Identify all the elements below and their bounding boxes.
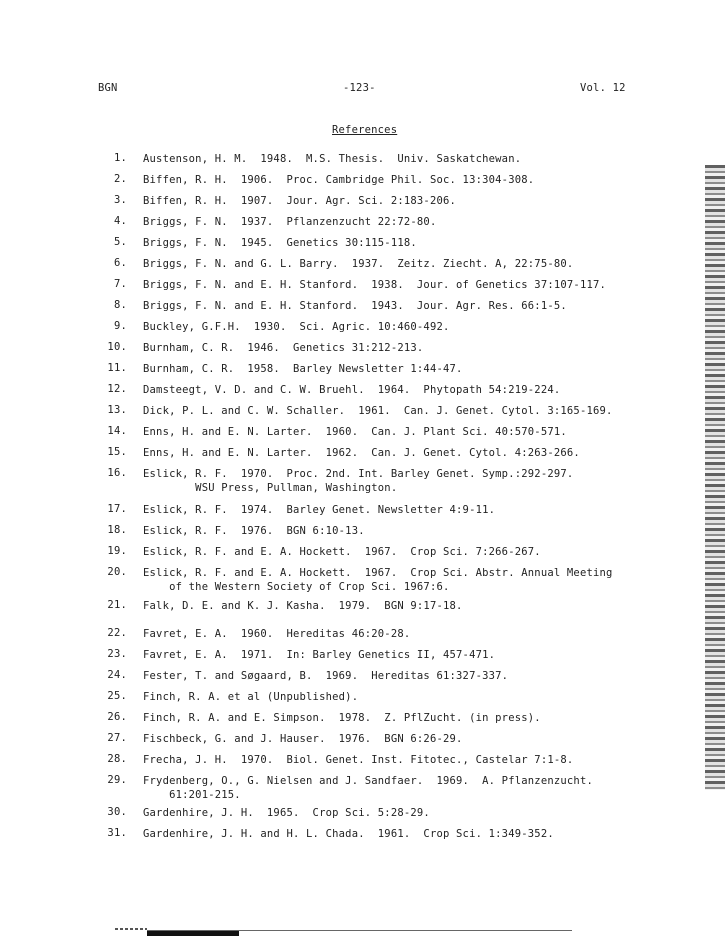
reference-number: 26. [107,711,127,723]
reference-number: 15. [107,446,127,458]
reference-text: Falk, D. E. and K. J. Kasha. 1979. BGN 9:17-18. [143,600,463,612]
reference-text: Eslick, R. F. 1974. Barley Genet. Newsletter 4:9-11. [143,504,496,516]
reference-text: Eslick, R. F. 1970. Proc. 2nd. Int. Barley Genet. Symp.:292-297. WSU Press, Pullman, Washington. [143,468,574,494]
reference-text: Gardenhire, J. H. and H. L. Chada. 1961. Crop Sci. 1:349-352. [143,828,554,840]
reference-number: 21. [107,599,127,611]
reference-text: Enns, H. and E. N. Larter. 1962. Can. J. Genet. Cytol. 4:263-266. [143,447,580,459]
reference-text: Finch, R. A. et al (Unpublished). [143,691,359,703]
reference-text: Dick, P. L. and C. W. Schaller. 1961. Can. J. Genet. Cytol. 3:165-169. [143,405,613,417]
reference-number: 27. [107,732,127,744]
reference-number: 24. [107,669,127,681]
reference-text: Fester, T. and Søgaard, B. 1969. Hereditas 61:327-337. [143,670,509,682]
reference-number: 1. [113,152,127,164]
reference-number: 11. [107,362,127,374]
reference-number: 18. [107,524,127,536]
scan-bottom-block [147,931,239,936]
reference-number: 5. [113,236,127,248]
reference-text: Briggs, F. N. and G. L. Barry. 1937. Zeitz. Ziecht. A, 22:75-80. [143,258,574,270]
reference-number: 3. [113,194,127,206]
references-heading: References [332,124,398,136]
reference-text: Austenson, H. M. 1948. M.S. Thesis. Univ. Saskatchewan. [143,153,522,165]
reference-text: Gardenhire, J. H. 1965. Crop Sci. 5:28-29. [143,807,430,819]
reference-number: 4. [113,215,127,227]
reference-number: 30. [107,806,127,818]
reference-number: 8. [113,299,127,311]
reference-number: 19. [107,545,127,557]
reference-number: 20. [107,566,127,578]
reference-number: 22. [107,627,127,639]
reference-text: Burnham, C. R. 1946. Genetics 31:212-213. [143,342,424,354]
reference-number: 16. [107,467,127,479]
reference-number: 28. [107,753,127,765]
reference-text: Eslick, R. F. and E. A. Hockett. 1967. Crop Sci. Abstr. Annual Meeting of the Western Society of Crop Sci. 1967:6. [143,567,613,593]
reference-number: 17. [107,503,127,515]
reference-text: Eslick, R. F. and E. A. Hockett. 1967. Crop Sci. 7:266-267. [143,546,541,558]
reference-number: 12. [107,383,127,395]
reference-text: Biffen, R. H. 1907. Jour. Agr. Sci. 2:183-206. [143,195,457,207]
reference-text: Enns, H. and E. N. Larter. 1960. Can. J. Plant Sci. 40:570-571. [143,426,567,438]
header-volume: Vol. 12 [580,82,626,94]
reference-text: Frydenberg, O., G. Nielsen and J. Sandfaer. 1969. A. Pflanzenzucht. 61:201-215. [143,775,593,801]
reference-number: 13. [107,404,127,416]
header-journal: BGN [98,82,118,94]
scan-bottom-artifact [115,928,147,930]
reference-number: 23. [107,648,127,660]
scan-edge-artifact [705,165,725,790]
reference-number: 29. [107,774,127,786]
reference-text: Favret, E. A. 1971. In: Barley Genetics II, 457-471. [143,649,496,661]
reference-text: Briggs, F. N. 1945. Genetics 30:115-118. [143,237,417,249]
reference-text: Finch, R. A. and E. Simpson. 1978. Z. PflZucht. (in press). [143,712,541,724]
reference-number: 7. [113,278,127,290]
reference-text: Briggs, F. N. and E. H. Stanford. 1943. Jour. Agr. Res. 66:1-5. [143,300,567,312]
reference-number: 6. [113,257,127,269]
reference-number: 9. [113,320,127,332]
reference-number: 14. [107,425,127,437]
reference-text: Biffen, R. H. 1906. Proc. Cambridge Phil. Soc. 13:304-308. [143,174,535,186]
reference-text: Frecha, J. H. 1970. Biol. Genet. Inst. Fitotec., Castelar 7:1-8. [143,754,574,766]
reference-number: 25. [107,690,127,702]
page-number: -123- [343,82,376,94]
reference-text: Favret, E. A. 1960. Hereditas 46:20-28. [143,628,411,640]
reference-text: Fischbeck, G. and J. Hauser. 1976. BGN 6:26-29. [143,733,463,745]
reference-number: 31. [107,827,127,839]
reference-text: Eslick, R. F. 1976. BGN 6:10-13. [143,525,365,537]
reference-text: Briggs, F. N. and E. H. Stanford. 1938. Jour. of Genetics 37:107-117. [143,279,607,291]
reference-number: 2. [113,173,127,185]
reference-text: Burnham, C. R. 1958. Barley Newsletter 1:44-47. [143,363,463,375]
reference-text: Buckley, G.F.H. 1930. Sci. Agric. 10:460-492. [143,321,450,333]
reference-text: Damsteegt, V. D. and C. W. Bruehl. 1964. Phytopath 54:219-224. [143,384,561,396]
reference-text: Briggs, F. N. 1937. Pflanzenzucht 22:72-80. [143,216,437,228]
reference-number: 10. [107,341,127,353]
